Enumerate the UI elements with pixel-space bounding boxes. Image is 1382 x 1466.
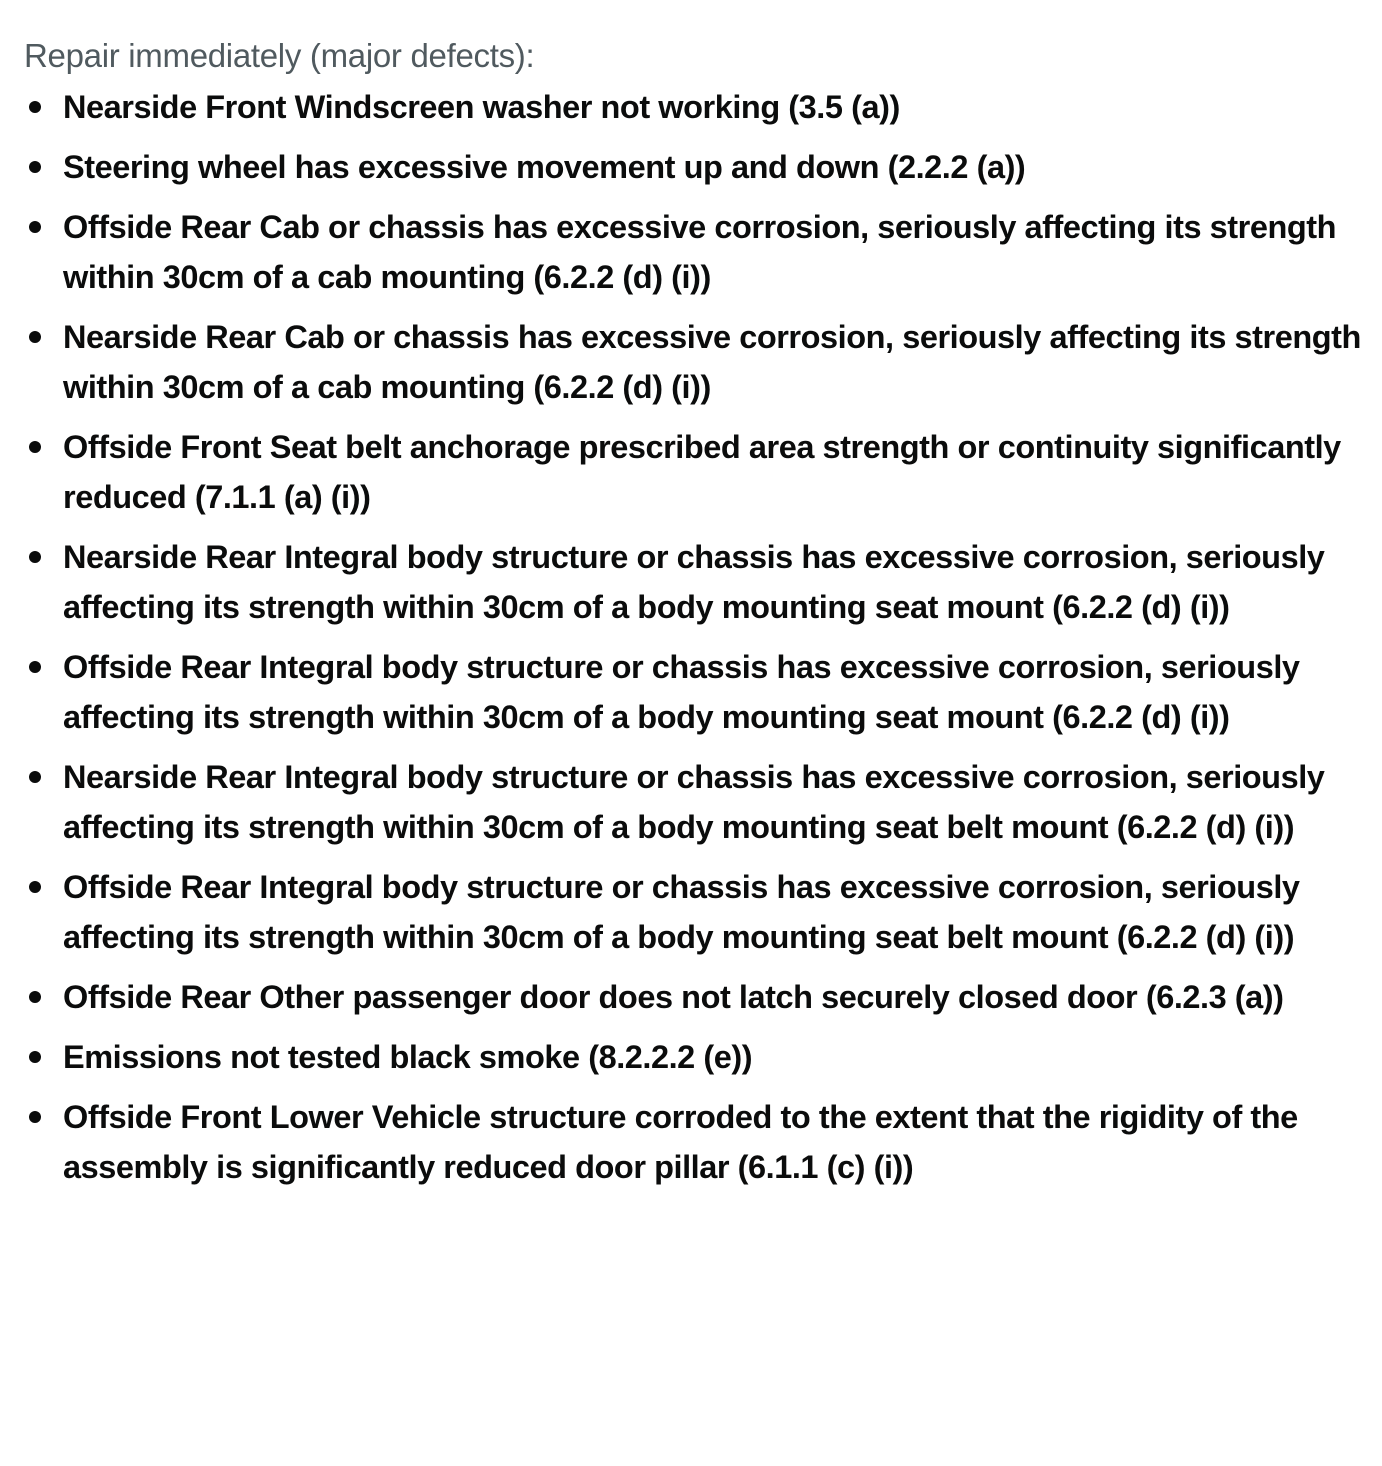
defect-text: Offside Front Seat belt anchorage prescribed area strength or continuity significantly reduced (7.1.1 (a) (i)) (63, 429, 1341, 515)
defect-text: Emissions not tested black smoke (8.2.2.2 (e)) (63, 1039, 753, 1075)
defect-item (24, 82, 1364, 132)
defect-text: Steering wheel has excessive movement up and down (2.2.2 (a)) (63, 149, 1026, 185)
defect-list (24, 82, 1364, 1192)
bullet-icon (29, 441, 41, 453)
defect-item (24, 642, 1364, 742)
defect-text: Offside Rear Integral body structure or chassis has excessive corrosion, seriously affecting its strength within 30cm of a body mounting seat mount (6.2.2 (d) (i)) (63, 649, 1300, 735)
defect-text: Offside Front Lower Vehicle structure corroded to the extent that the rigidity of the assembly is significantly reduced door pillar (6.1.1 (c) (i)) (63, 1099, 1298, 1185)
defect-item (24, 202, 1364, 302)
defect-item (24, 532, 1364, 632)
defect-text: Nearside Rear Integral body structure or chassis has excessive corrosion, seriously affecting its strength within 30cm of a body mounting seat mount (6.2.2 (d) (i)) (63, 539, 1325, 625)
bullet-icon (29, 161, 41, 173)
defect-item (24, 862, 1364, 962)
defect-item (24, 1092, 1364, 1192)
bullet-icon (29, 1051, 41, 1063)
bullet-icon (29, 881, 41, 893)
defect-text: Nearside Rear Cab or chassis has excessive corrosion, seriously affecting its strength within 30cm of a cab mounting (6.2.2 (d) (i)) (63, 319, 1361, 405)
bullet-icon (29, 991, 41, 1003)
bullet-icon (29, 661, 41, 673)
defect-text: Nearside Front Windscreen washer not working (3.5 (a)) (63, 89, 900, 125)
defect-text: Nearside Rear Integral body structure or chassis has excessive corrosion, seriously affecting its strength within 30cm of a body mounting seat belt mount (6.2.2 (d) (i)) (63, 759, 1325, 845)
section-heading: Repair immediately (major defects): (24, 37, 535, 74)
defect-item (24, 1032, 1364, 1082)
bullet-icon (29, 221, 41, 233)
defect-item (24, 142, 1364, 192)
defect-text: Offside Rear Other passenger door does not latch securely closed door (6.2.3 (a)) (63, 979, 1284, 1015)
defect-item (24, 312, 1364, 412)
defect-item (24, 752, 1364, 852)
bullet-icon (29, 551, 41, 563)
major-defects-section (24, 32, 1364, 1192)
defect-text: Offside Rear Integral body structure or chassis has excessive corrosion, seriously affecting its strength within 30cm of a body mounting seat belt mount (6.2.2 (d) (i)) (63, 869, 1300, 955)
bullet-icon (29, 1111, 41, 1123)
defect-item (24, 422, 1364, 522)
defect-text: Offside Rear Cab or chassis has excessive corrosion, seriously affecting its strength within 30cm of a cab mounting (6.2.2 (d) (i)) (63, 209, 1337, 295)
defect-item (24, 972, 1364, 1022)
bullet-icon (29, 101, 41, 113)
bullet-icon (29, 331, 41, 343)
bullet-icon (29, 771, 41, 783)
